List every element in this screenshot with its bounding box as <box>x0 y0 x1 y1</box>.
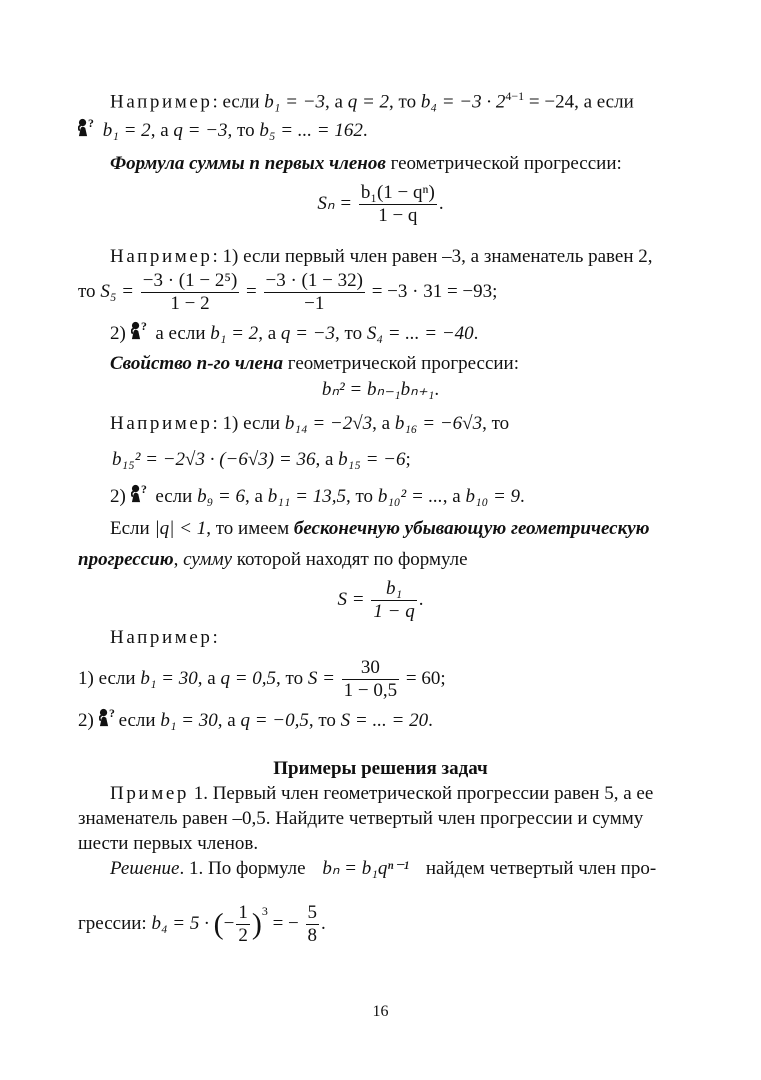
example-3-line-2: 2) если b₁ = 30, а q = −0,5, то S = ... = 20. <box>78 707 683 735</box>
example-2c-line: 2) если b₉ = 6, а b₁₁ = 13,5, то b₁₀² = ..., а b₁₀ = 9. <box>110 483 683 511</box>
sum-fraction: $\frac{\text{b₁(1 − qⁿ)}}{1 - q}$ <box>360 182 435 226</box>
example-1b-line: 2) а если b₁ = 2, а q = −3, то S₄ = ... = −40. <box>110 320 683 348</box>
example-2-result: b₁₅² = −2√3 · (−6√3) = 36, а b₁₅ = −6; <box>112 449 411 470</box>
example-3-label: Например: <box>110 627 218 648</box>
example-2-line: Например: 1) если b₁₄ = −2√3, а b₁₆ = −6√3, то <box>110 413 510 434</box>
example-label: Например <box>110 91 213 113</box>
example-line-1: Например: если b₁ = −3, а q = 2, то $b_4 = -3 \cdot 2^{4-1} = -24$, а если <box>110 89 634 113</box>
nth-property-heading: Свойство n-го члена геометрической прогрессии: <box>110 353 519 374</box>
infinite-progression-line-2: прогрессию, сумму которой находят по формуле <box>78 549 468 570</box>
example-1-line: Например: 1) если первый член равен –3, а знаменатель равен 2, <box>110 246 653 267</box>
question-person-icon <box>131 483 151 505</box>
question-person-icon <box>131 320 151 342</box>
example-line-2: b₁ = 2, а q = −3, то b₅ = ... = 162. <box>78 117 683 145</box>
question-person-icon <box>99 707 119 729</box>
solution-line-1: Решение. 1. По формуле bₙ = b₁qⁿ⁻¹ найдем четвертый член про- <box>110 858 657 879</box>
page-number: 16 <box>372 1003 389 1020</box>
problem-line-1: Пример 1. Первый член геометрической прогрессии равен 5, а ее <box>110 783 654 804</box>
example-3-line-1: 1) если b₁ = 30, а q = 0,5, то S = $\frac{30}{1 - 0,5}$ = 60; <box>78 657 446 701</box>
example-1-formula: то S₅ = $\frac{\text{−3 · (1 − 2⁵)}}{1 - 2}$ = $\frac{-3 \cdot (1 - 32)}{-1}$ = −3 · 31 = −93; <box>78 270 498 314</box>
infinite-sum-formula: S = $\frac{\text{b₁}}{1 - q}$ . <box>337 578 424 622</box>
problem-line-3: шести первых членов. <box>78 833 259 854</box>
sum-formula-heading: Формула суммы n первых членов геометрической прогрессии: <box>110 153 622 174</box>
question-person-icon <box>78 117 98 139</box>
solution-line-2: грессии: b₄ = 5 · (− $\frac{1}{2}$ )$^3$ = − $\frac{5}{8}$ . <box>78 902 326 947</box>
problem-line-2: знаменатель равен –0,5. Найдите четвертый член прогрессии и сумму <box>78 808 644 829</box>
section-title: Примеры решения задач <box>273 758 488 779</box>
sum-formula: Sₙ = $\frac{\text{b₁(1 − qⁿ)}}{1 - q}$ . <box>317 182 444 226</box>
nth-property-formula: bₙ² = bₙ₋₁bₙ₊₁. <box>321 379 440 400</box>
infinite-progression-line-1: Если |q| < 1, то имеем бесконечную убывающую геометрическую <box>110 518 650 539</box>
